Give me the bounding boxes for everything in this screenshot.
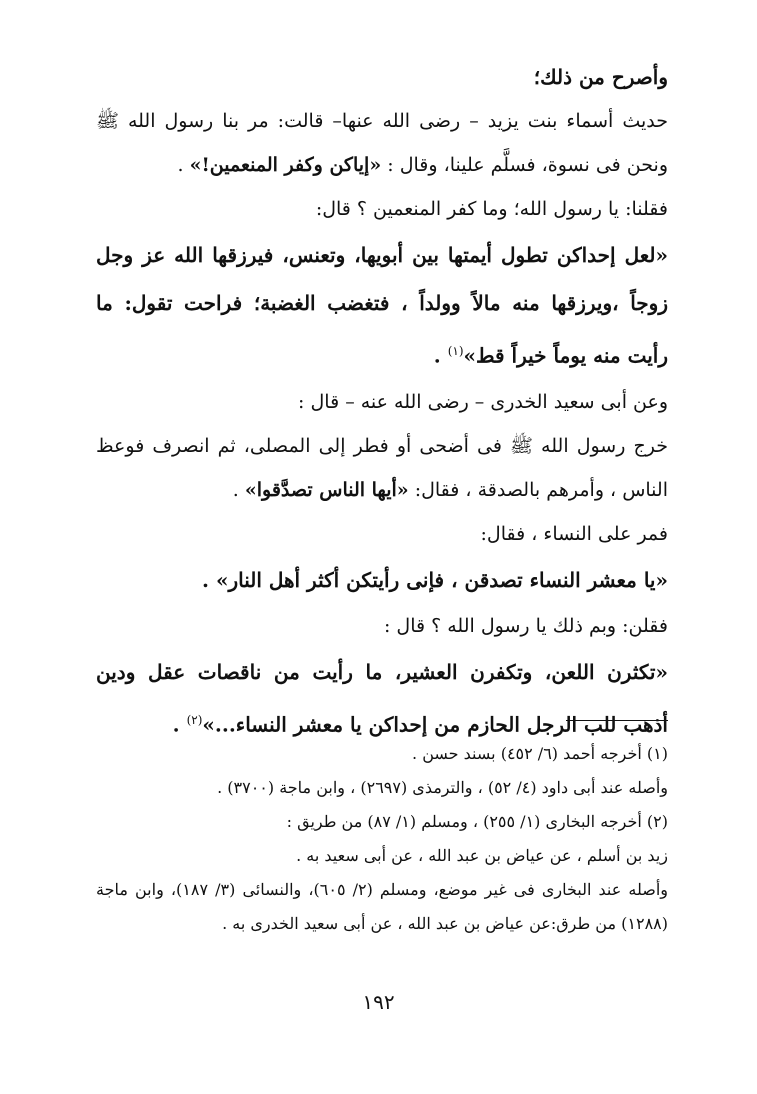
hadith-quote-text: «لعل إحداكن تطول أيمتها بين أبويها، وتعنس، فيرزقها الله عز وجل زوجاً ،ويرزقها منه مالاً وولداً ، فتغضب الغضبة؛ فراحت تقول: ما رأيت منه يوماً خيراً قط» xyxy=(96,243,668,368)
paragraph-women: فمر على النساء ، فقال: xyxy=(480,522,668,545)
punctuation: . xyxy=(177,154,190,176)
hadith-quote: «أيها الناس تصدَّقوا» xyxy=(244,478,409,501)
footnote-1-continued: وأصله عند أبى داود (٤/ ٥٢) ، والترمذى (٢٦٩٧) ، وابن ماجة (٣٧٠٠) . xyxy=(217,778,668,797)
main-text xyxy=(96,55,668,748)
paragraph-question-2: فقلن: وبم ذلك يا رسول الله ؟ قال : xyxy=(383,614,668,637)
paragraph-narration xyxy=(96,424,668,512)
punctuation: . xyxy=(172,712,187,737)
footnote-2: (٢) أخرجه البخارى (١/ ٢٥٥) ، ومسلم (١/ ٨٧) من طريق : xyxy=(286,812,668,831)
footnote-ref-1[interactable]: (١) xyxy=(447,344,464,358)
punctuation: . xyxy=(433,343,448,368)
hadith-quote-text: «يا معشر النساء تصدقن ، فإنى رأيتكن أكثر أهل النار» xyxy=(215,567,668,592)
hadith-quote-block xyxy=(96,648,668,749)
footnote-1: (١) أخرجه أحمد (٦/ ٤٥٢) بسند حسن . xyxy=(412,744,668,763)
hadith-quote-block xyxy=(96,231,668,380)
footnotes xyxy=(96,737,668,941)
footnote-2-continued: وأصله عند البخارى فى غير موضع، ومسلم (٢/ ٦٠٥)، والنسائى (٣/ ١٨٧)، وابن ماجة (١٢٨٨) من طرق:عن عياض بن عبد الله ، عن أبى سعيد الخدرى به . xyxy=(96,880,668,933)
paragraph-text: خرج رسول الله ﷺ فى أضحى أو فطر إلى المصلى، ثم انصرف فوعظ الناس ، وأمرهم بالصدقة ، فقال: xyxy=(96,434,668,501)
hadith-quote-text: «تكثرن اللعن، وتكفرن العشير، ما رأيت من ناقصات عقل ودين أذهب للب الرجل الحازم من إحداكن يا معشر النساء...» xyxy=(96,659,668,737)
paragraph-asma-hadith xyxy=(96,99,668,187)
footnote-2-chain: زيد بن أسلم ، عن عياض بن عبد الله ، عن أبى سعيد به . xyxy=(296,846,668,865)
punctuation: . xyxy=(202,567,216,592)
punctuation: . xyxy=(232,478,245,501)
paragraph-abu-said: وعن أبى سعيد الخدرى – رضى الله عنه – قال : xyxy=(298,390,668,413)
hadith-quote-block xyxy=(96,556,668,604)
paragraph-text: حديث أسماء بنت يزيد – رضى الله عنها– قالت: مر بنا رسول الله ﷺ ونحن فى نسوة، فسلَّم علينا، وقال : xyxy=(96,110,668,176)
section-heading: وأصرح من ذلك؛ xyxy=(533,65,668,89)
page-number: ١٩٢ xyxy=(362,990,395,1014)
footnote-ref-2[interactable]: (٢) xyxy=(186,712,203,727)
hadith-quote: «إياكن وكفر المنعمين!» xyxy=(189,154,382,176)
paragraph-question: فقلنا: يا رسول الله؛ وما كفر المنعمين ؟ قال: xyxy=(315,198,668,220)
footnote-divider xyxy=(566,720,668,721)
